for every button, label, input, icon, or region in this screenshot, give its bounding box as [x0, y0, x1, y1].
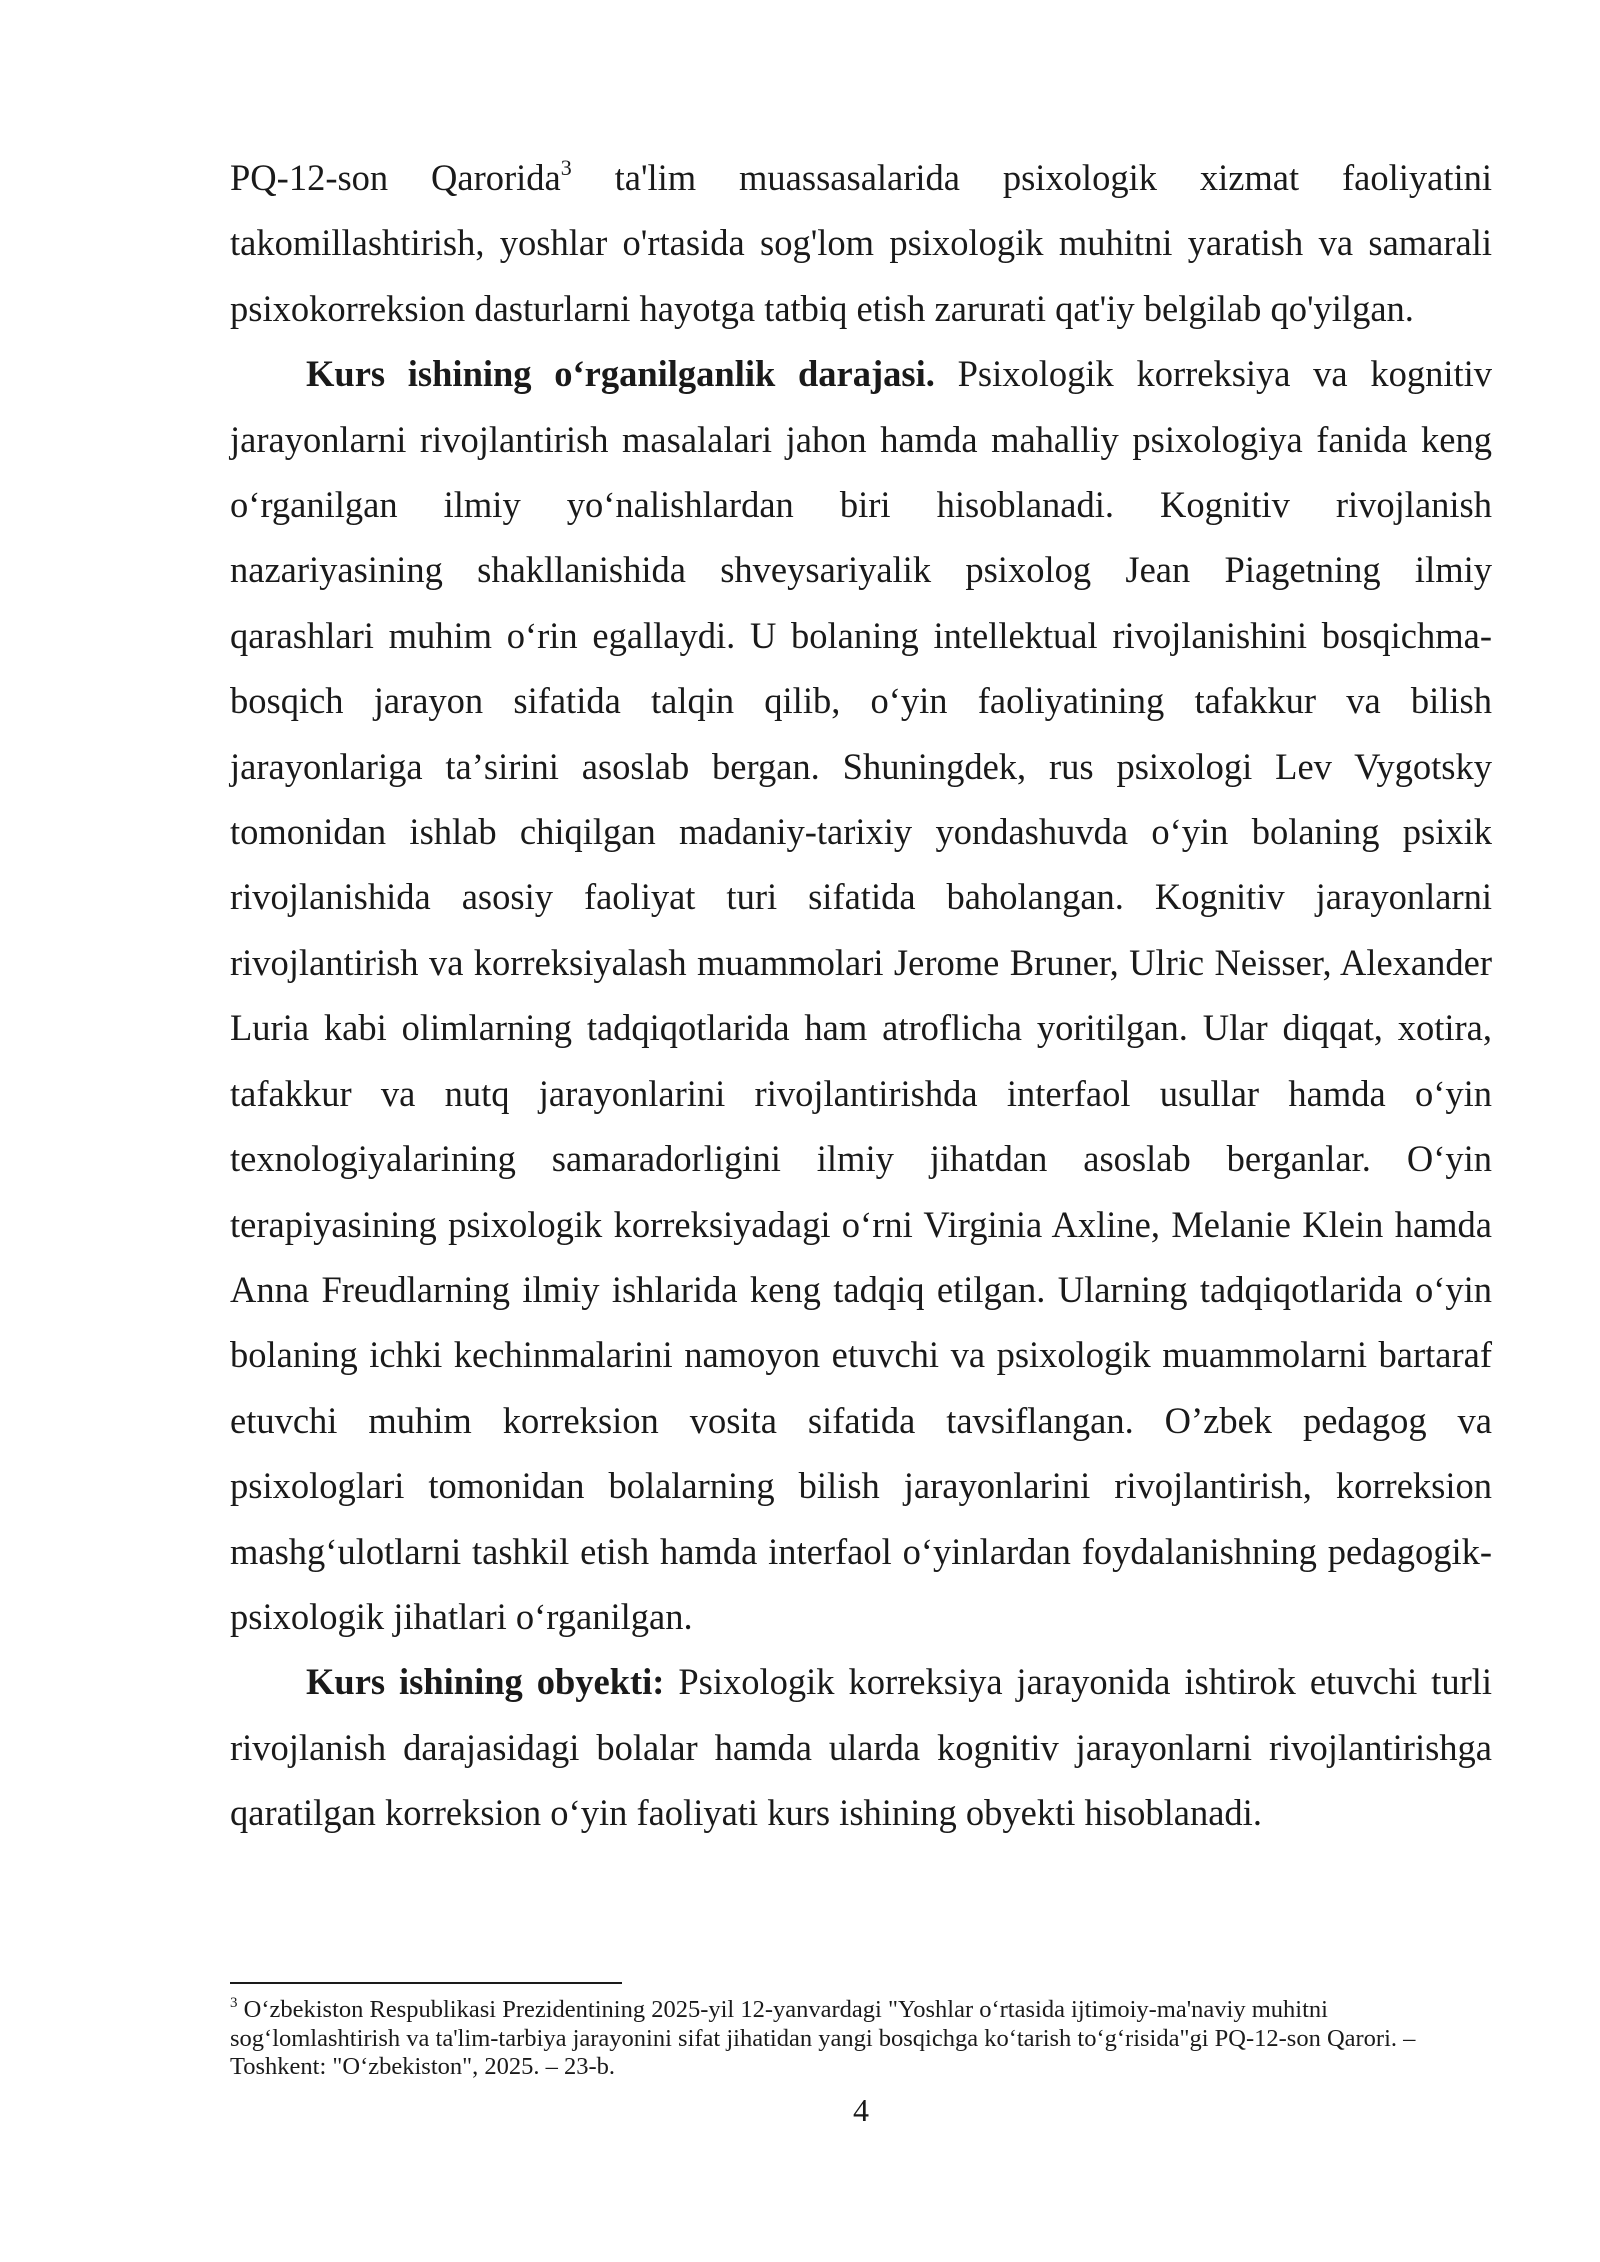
paragraph-1-rest: ta'lim muassasalarida psixologik xizmat faoliyatini takomillashtirish, yoshlar o'rtasida sog'lom psixologik muhitni yaratish va samarali psixokorreksion dasturlarni hayotga tatbiq etish zarurati qat'iy belgilab qo'yilgan.: [230, 157, 1493, 329]
footnote-text: Oʻzbekiston Respublikasi Prezidentining 2025-yil 12-yanvardagi "Yoshlar oʻrtasida ijtimoiy-ma'naviy muhitni sogʻlomlashtirish va ta'lim-tarbiya jarayonini sifat jihatidan yangi bosqichga koʻtarish toʻgʻrisida"gi PQ-12-son Qarori. – Toshkent: "Oʻzbekiston", 2025. – 23-b.: [230, 1996, 1416, 2080]
page-number: 4: [853, 2092, 869, 2128]
document-page: [230, 145, 1492, 1846]
footnote: [230, 1996, 1492, 2082]
section-heading-study-level: Kurs ishining oʻrganilganlik darajasi.: [306, 353, 935, 395]
footnote-marker: 3: [230, 1994, 238, 2011]
paragraph-object: [230, 1649, 1492, 1845]
section-heading-object: Kurs ishining obyekti:: [306, 1661, 665, 1703]
paragraph-2-body: Psixologik korreksiya va kognitiv jarayonlarni rivojlantirish masalalari jahon hamda mahalliy psixologiya fanida keng oʻrganilgan ilmiy yoʻnalishlardan biri hisoblanadi. Kognitiv rivojlanish nazariyasining shakllanishida shveysariyalik psixolog Jean Piagetning ilmiy qarashlari muhim oʻrin egallaydi. U bolaning intellektual rivojlanishini bosqichma-bosqich jarayon sifatida talqin qilib, oʻyin faoliyatining tafakkur va bilish jarayonlariga taʼsirini asoslab bergan. Shuningdek, rus psixologi Lev Vygotsky tomonidan ishlab chiqilgan madaniy-tarixiy yondashuvda oʻyin bolaning psixik rivojlanishida asosiy faoliyat turi sifatida baholangan. Kognitiv jarayonlarni rivojlantirish va korreksiyalash muammolari Jerome Bruner, Ulric Neisser, Alexander Luria kabi olimlarning tadqiqotlarida ham atroflicha yoritilgan. Ular diqqat, xotira, tafakkur va nutq jarayonlarini rivojlantirishda interfaol usullar hamda oʻyin texnologiyalarining samaradorligini ilmiy jihatdan asoslab berganlar. Oʻyin terapiyasining psixologik korreksiyadagi oʻrni Virginia Axline, Melanie Klein hamda Anna Freudlarning ilmiy ishlarida keng tadqiq etilgan. Ularning tadqiqotlarida oʻyin bolaning ichki kechinmalarini namoyon etuvchi va psixologik muammolarni bartaraf etuvchi muhim korreksion vosita sifatida tavsiflangan. O’zbek pedagog va psixologlari tomonidan bolalarning bilish jarayonlarini rivojlantirish, korreksion mashgʻulotlarni tashkil etish hamda interfaol oʻyinlardan foydalanishning pedagogik-psixologik jihatlari oʻrganilgan.: [230, 353, 1492, 1637]
footnote-divider: [230, 1982, 622, 1984]
paragraph-1-start: PQ-12-son Qarorida: [230, 157, 561, 198]
footnote-reference[interactable]: 3: [560, 154, 572, 180]
paragraph-study-level: [230, 341, 1492, 1649]
paragraph-continuation: [230, 145, 1492, 341]
paragraph-3-body: Psixologik korreksiya jarayonida ishtirok etuvchi turli rivojlanish darajasidagi bolalar hamda ularda kognitiv jarayonlarni rivojlantirishga qaratilgan korreksion oʻyin faoliyati kurs ishining obyekti hisoblanadi.: [230, 1661, 1492, 1834]
